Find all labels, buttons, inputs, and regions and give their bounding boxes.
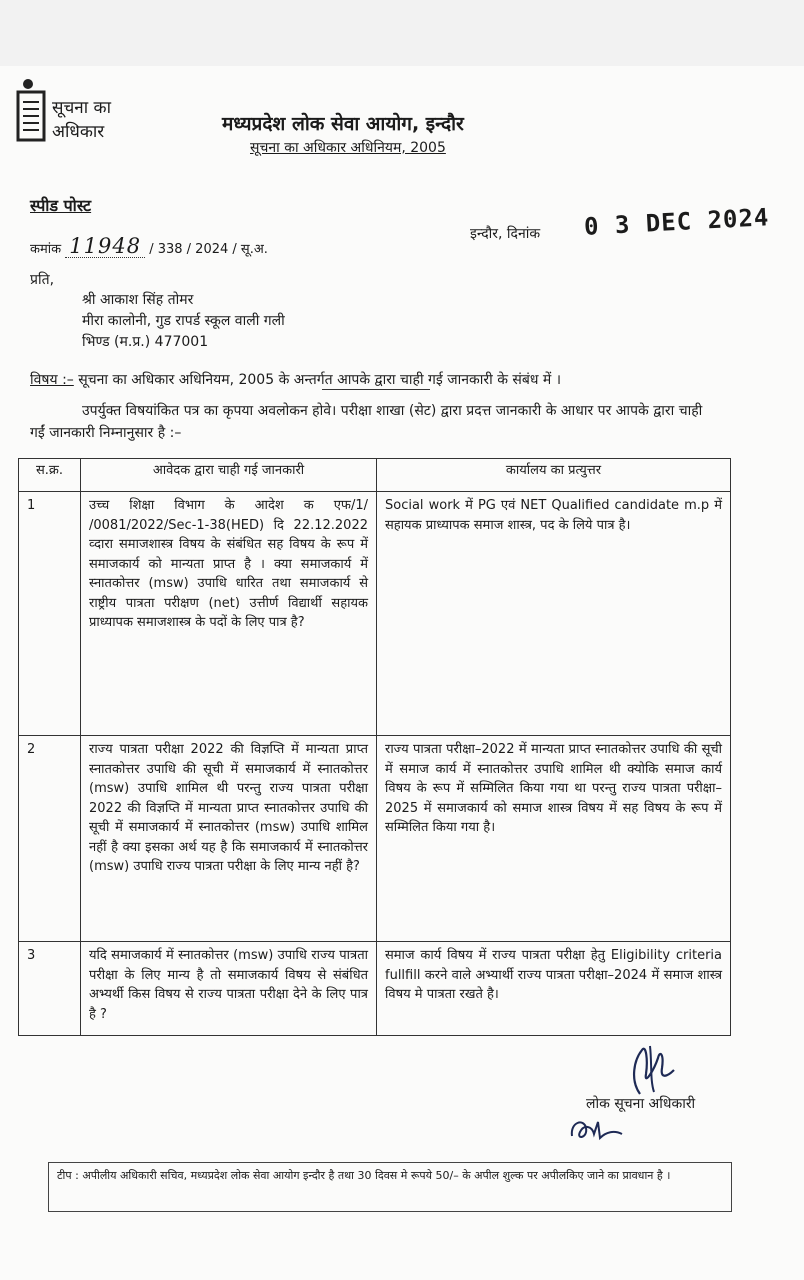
recipient-city: भिण्ड (म.प्र.) 477001 <box>82 334 209 350</box>
rti-logo-label <box>52 96 142 144</box>
table-row <box>19 942 731 1036</box>
row-serial: 3 <box>19 942 81 1036</box>
footnote-box: टीप : अपीलीय अधिकारी सचिव, मध्यप्रदेश लोक सेवा आयोग इन्दौर है तथा 30 दिवस मे रूपये 50/– के अपील शुल्क पर अपीलकिए जाने का प्रावधान है । <box>48 1162 732 1212</box>
reference-handwritten-number: 11948 <box>65 242 145 258</box>
initials-mark <box>566 1112 626 1146</box>
table-row <box>19 492 731 736</box>
subject-underline <box>322 389 430 390</box>
row-answer: समाज कार्य विषय में राज्य पात्रता परीक्षा हेतु Eligibility criteria fullfill करने वाले अभ्यार्थी राज्य पात्रता परीक्षा–2024 में समाज शास्त्र विषय मे पात्रता रखते है। <box>377 942 731 1036</box>
recipient-street: मीरा कालोनी, गुड रापर्ड स्कूल वाली गली <box>82 313 285 329</box>
recipient-name: श्री आकाश सिंह तोमर <box>82 292 194 308</box>
date-stamp: 0 3 DEC 2024 <box>583 203 770 241</box>
top-bar <box>0 0 804 66</box>
row-serial: 1 <box>19 492 81 736</box>
reference-suffix: / 338 / 2024 / सू.अ. <box>149 242 268 257</box>
header-answer: कार्यालय का प्रत्युत्तर <box>377 459 731 492</box>
row-question: यदि समाजकार्य में स्नातकोत्तर (msw) उपाधि राज्य पात्रता परीक्षा के लिए मान्य है तो समाजकार्य विषय से संबंधित अभ्यर्थी किस विषय से राज्य पात्रता परीक्षा देने के लिए पात्र है ? <box>81 942 377 1036</box>
header-serial: स.क्र. <box>19 459 81 492</box>
intro-paragraph: उपर्युक्त विषयांकित पत्र का कृपया अवलोकन होवे। परीक्षा शाखा (सेट) द्वारा प्रदत्त जानकारी के आधार पर आपके द्वारा चाही गईं जानकारी निम्नानुसार है :– <box>30 403 703 441</box>
row-serial: 2 <box>19 736 81 942</box>
recipient-address <box>82 290 285 353</box>
rti-label-line-1: सूचना का <box>52 98 111 118</box>
speed-post-label: स्पीड पोस्ट <box>30 196 92 215</box>
table-row <box>19 736 731 942</box>
date-label: इन्दौर, दिनांक <box>470 226 541 242</box>
letterhead-subtitle: सूचना का अधिकार अधिनियम, 2005 <box>250 140 446 156</box>
row-question: राज्य पात्रता परीक्षा 2022 की विज्ञप्ति में मान्यता प्राप्त स्नातकोत्तर उपाधि की सूची में समाजकार्य में स्नातकोत्तर (msw) उपाधि शामिल थी परन्तु राज्य पात्रता परीक्षा 2022 की विज्ञप्ति में मान्यता प्राप्त स्नातकोत्तर उपाधि की सूची में समाजकार्य में स्नातकोत्तर (msw) उपाधि शामिल नहीं है क्या इसका अर्थ यह है कि समाजकार्य में स्नातकोत्तर (msw) उपाधि राज्य पात्रता परीक्षा के लिए मान्य नहीं है? <box>81 736 377 942</box>
table-header-row <box>19 459 731 492</box>
subject-line <box>30 370 561 389</box>
subject-label: विषय :– <box>30 372 74 388</box>
header-question: आवेदक द्वारा चाही गई जानकारी <box>81 459 377 492</box>
letterhead-title: मध्यप्रदेश लोक सेवा आयोग, इन्दौर <box>222 113 464 135</box>
signatory-title: लोक सूचना अधिकारी <box>586 1096 696 1112</box>
reference-number <box>30 234 268 258</box>
information-table <box>18 458 731 1036</box>
row-question: उच्च शिक्षा विभाग के आदेश क एफ/1/ /0081/2022/Sec-1-38(HED) दि 22.12.2022 व्दारा समाजशास्त्र विषय के संबंधित सह विषय के रूप में समाजकार्य को मान्यता प्राप्त है । क्या समाजकार्य में स्नातकोत्तर (msw) उपाधि धारित तथा समाजकार्य से राष्ट्रीय पात्रता परीक्षण (net) उत्तीर्ण विद्यार्थी सहायक प्राध्यापक समाजशास्त्र के पदों के लिए पात्र है? <box>81 492 377 736</box>
rti-label-line-2: अधिकार <box>52 122 105 142</box>
row-answer: राज्य पात्रता परीक्षा–2022 में मान्यता प्राप्त स्नातकोत्तर उपाधि की सूची में समाज कार्य में स्नातकोत्तर उपाधि शामिल थी क्योकि समाज कार्य विषय के रूप में सम्मिलित किया गया था परन्तु राज्य पात्रता परीक्षा–2025 में समाजकार्य को समाज शास्त्र विषय में सह विषय के रूप में सम्मिलित किया गया है। <box>377 736 731 942</box>
addressee-label: प्रति, <box>30 272 55 288</box>
signature-mark <box>620 1040 680 1098</box>
reference-prefix: कमांक <box>30 242 62 257</box>
row-answer: Social work में PG एवं NET Qualified candidate m.p में सहायक प्राध्यापक समाज शास्त्र, पद के लिये पात्र है। <box>377 492 731 736</box>
subject-text: सूचना का अधिकार अधिनियम, 2005 के अन्तर्गत आपके द्वारा चाही गई जानकारी के संबंध में । <box>78 372 562 388</box>
